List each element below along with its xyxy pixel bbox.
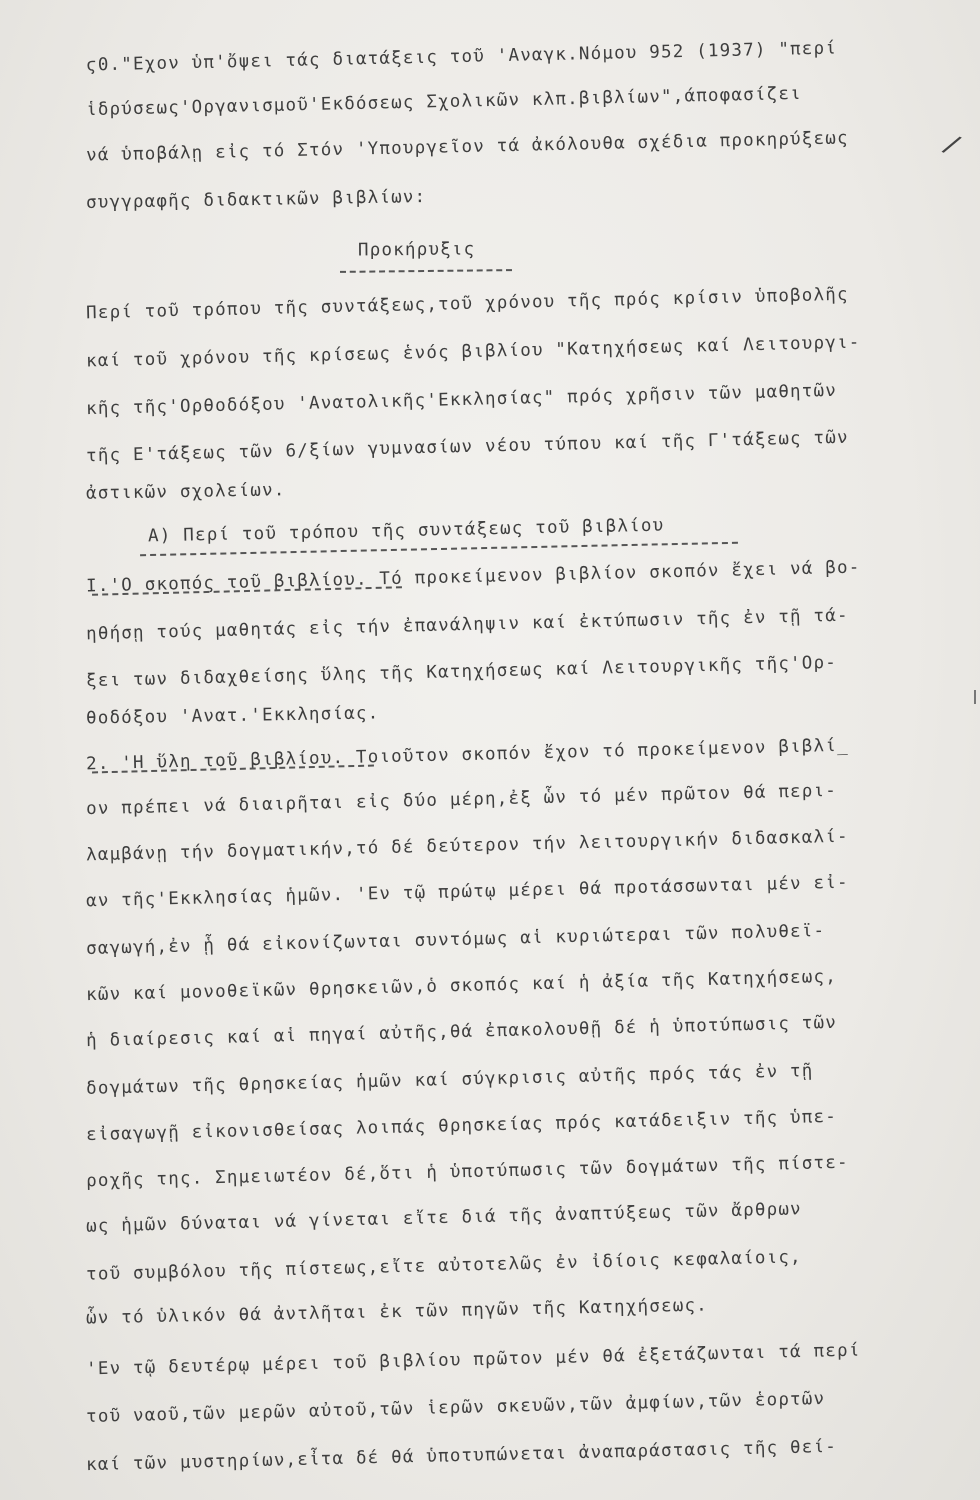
text-line: θοδόξου 'Ανατ.'Εκκλησίας. <box>85 703 380 729</box>
text-line: λαμβάνῃ τήν δογματικήν,τό δέ δεύτερον τήν λειτουργικήν διδασκαλί- <box>85 826 849 866</box>
text-line: 'Εν τῷ δευτέρῳ μέρει τοῦ βιβλίου πρῶτον μέν θά ἐξετάζωνται τά περί <box>85 1340 861 1380</box>
text-line: ἱδρύσεως'Οργανισμοῦ'Εκδόσεως Σχολικῶν κλπ.βιβλίων",άποφασίζει <box>85 83 803 121</box>
text-line: συγγραφῆς διδακτικῶν βιβλίων: <box>85 187 427 213</box>
text-line: 2. 'Η ὕλη τοῦ βιβλίου. Τοιοῦτον σκοπόν ἔχον τό προκείμενον βιβλί_ <box>85 735 849 775</box>
text-line: δογμάτων τῆς θρησκείας ἡμῶν καί σύγκρισις αὐτῆς πρός τάς ἐν τῇ <box>85 1061 814 1099</box>
text-line: καί τοῦ χρόνου τῆς κρίσεως ἑνός βιβλίου "Κατηχήσεως καί Λειτουργι- <box>85 332 861 372</box>
text-line: ἀστικῶν σχολείων. <box>85 480 286 504</box>
margin-mark <box>974 690 976 704</box>
text-line: ξει των διδαχθείσης ὕλης τῆς Κατηχήσεως καί Λειτουργικῆς τῆς'Ορ- <box>85 652 838 692</box>
title-underline <box>340 269 512 273</box>
text-line: ως ἡμῶν δύναται νά γίνεται εἴτε διά τῆς ἀναπτύξεως τῶν ἄρθρων <box>85 1199 803 1237</box>
text-line: τῆς Ε'τάξεως τῶν 6/ξίων γυμνασίων νέου τύπου καί τῆς Γ'τάξεως τῶν <box>85 427 849 467</box>
text-line: αν τῆς'Εκκλησίας ἡμῶν. 'Εν τῷ πρώτῳ μέρει θά προτάσσωνται μέν εἰ- <box>85 872 849 912</box>
text-line: ϛ0."Εχον ὑπ'ὄψει τάς διατάξεις τοῦ 'Αναγκ.Νόμου 952 (1937) "περί <box>85 38 838 76</box>
text-line: κῆς τῆς'Ορθοδόξου 'Ανατολικῆς'Εκκλησίας" πρός χρῆσιν τῶν μαθητῶν <box>85 380 838 420</box>
text-line: ον πρέπει νά διαιρῆται εἰς δύο μέρη,ἐξ ὧν τό μέν πρῶτον θά περι- <box>85 780 838 820</box>
document-title: Προκήρυξις <box>357 239 476 261</box>
section-a-heading: Α) Περί τοῦ τρόπου τῆς συντάξεως τοῦ βιβλίου <box>147 515 665 547</box>
text-line: Περί τοῦ τρόπου τῆς συντάξεως,τοῦ χρόνου τῆς πρός κρίσιν ὑποβολῆς <box>85 284 849 324</box>
text-line: νά ὑποβάλῃ εἰς τό Στόν 'Υπουργεῖον τά ἀκόλουθα σχέδια προκηρύξεως <box>85 128 849 166</box>
text-line: εἰσαγωγῇ εἰκονισθείσας λοιπάς θρησκείας πρός κατάδειξιν τῆς ὑπε- <box>85 1106 838 1146</box>
text-line: σαγωγή,ἐν ᾗ θά εἰκονίζωνται συντόμως αἱ κυριώτεραι τῶν πολυθεϊ- <box>85 920 826 960</box>
text-line: κῶν καί μονοθεϊκῶν θρησκειῶν,ὁ σκοπός καί ἡ ἀξία τῆς Κατηχήσεως, <box>85 966 838 1006</box>
text-line: ροχῆς της. Σημειωτέον δέ,ὅτι ἡ ὑποτύπωσις τῶν δογμάτων τῆς πίστε- <box>85 1152 849 1192</box>
text-line: ηθήσῃ τούς μαθητάς εἰς τήν ἐπανάληψιν καί ἐκτύπωσιν τῆς ἐν τῇ τά- <box>85 605 849 645</box>
text-line: Ι.'Ο σκοπός τοῦ βιβλίου. Τό προκείμενον βιβλίον σκοπόν ἔχει νά βο- <box>85 557 861 597</box>
text-line: καί τῶν μυστηρίων,εἶτα δέ θά ὑποτυπώνεται ἀναπαράστασις τῆς θεί- <box>85 1436 838 1476</box>
text-line: τοῦ ναοῦ,τῶν μερῶν αὐτοῦ,τῶν ἱερῶν σκευῶν,τῶν ἀμφίων,τῶν ἑορτῶν <box>85 1388 826 1428</box>
correction-slash-mark: / <box>938 128 966 162</box>
text-line: τοῦ συμβόλου τῆς πίστεως,εἴτε αὐτοτελῶς ἐν ἰδίοις κεφαλαίοις, <box>85 1247 803 1285</box>
text-line: ἡ διαίρεσις καί αἱ πηγαί αὐτῆς,θά ἐπακολουθῇ δέ ἡ ὑποτύπωσις τῶν <box>85 1012 838 1052</box>
text-line: ὧν τό ὑλικόν θά ἀντλῆται ἐκ τῶν πηγῶν τῆς Κατηχήσεως. <box>85 1295 709 1329</box>
